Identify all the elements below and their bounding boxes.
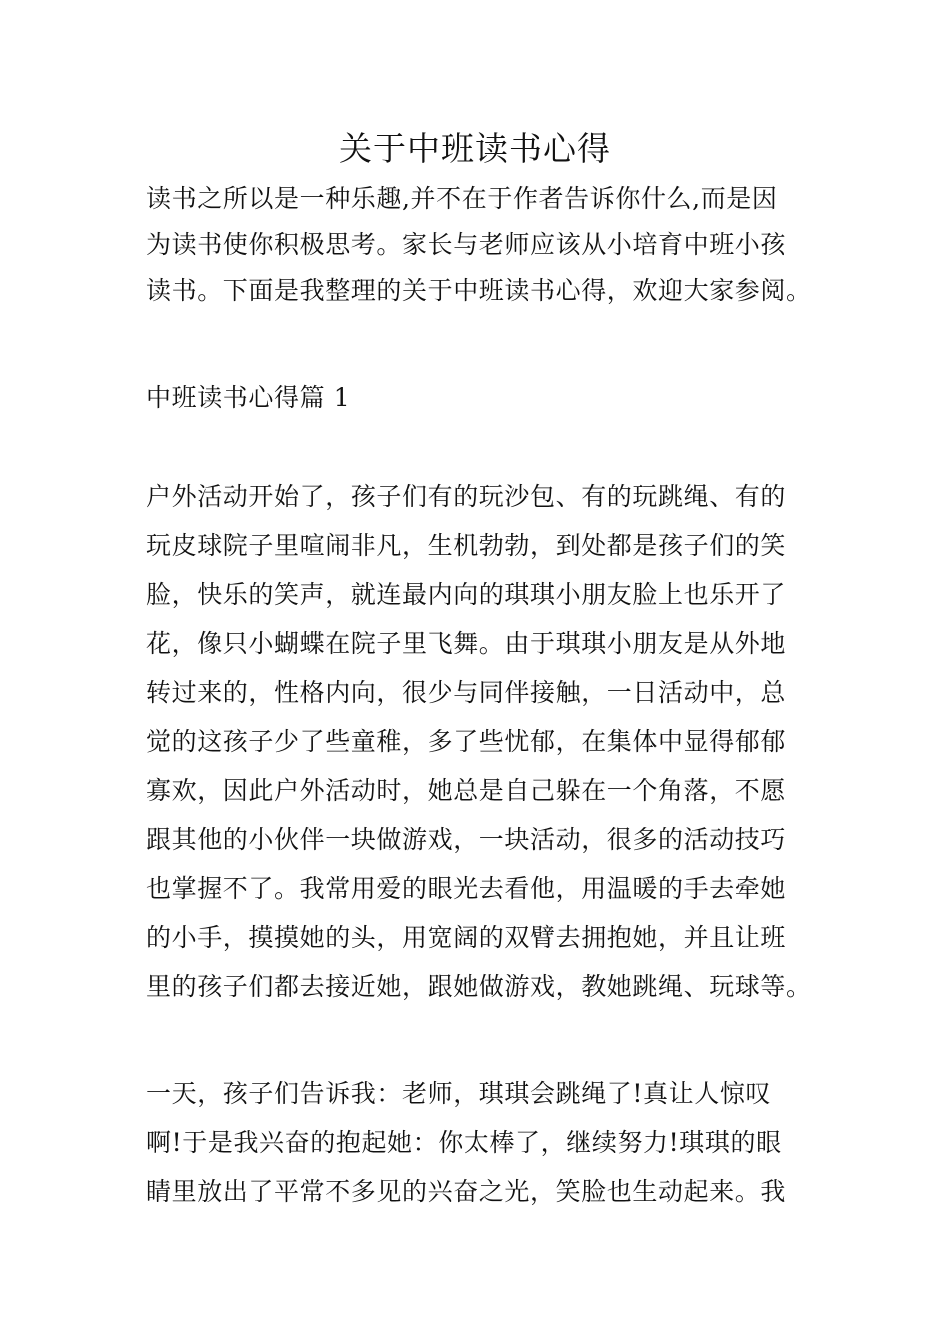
paragraph-line: 觉的这孩子少了些童稚，多了些忧郁，在集体中显得郁郁 xyxy=(146,727,787,756)
paragraph-line: 玩皮球院子里喧闹非凡，生机勃勃，到处都是孩子们的笑 xyxy=(146,531,787,560)
paragraph-line: 转过来的，性格内向，很少与同伴接触，一日活动中，总 xyxy=(146,678,787,707)
intro-line: 读书之所以是一种乐趣,并不在于作者告诉你什么,而是因 xyxy=(146,184,778,213)
paragraph-line: 户外活动开始了，孩子们有的玩沙包、有的玩跳绳、有的 xyxy=(146,482,787,511)
paragraph-line: 一天，孩子们告诉我：老师，琪琪会跳绳了!真让人惊叹 xyxy=(146,1079,772,1108)
paragraph-line: 啊!于是我兴奋的抱起她：你太棒了，继续努力!琪琪的眼 xyxy=(146,1128,782,1157)
paragraph-line: 里的孩子们都去接近她，跟她做游戏，教她跳绳、玩球等。 xyxy=(146,972,812,1001)
intro-line: 读书。下面是我整理的关于中班读书心得，欢迎大家参阅。 xyxy=(146,276,812,305)
document-title: 关于中班读书心得 xyxy=(339,129,611,168)
paragraph-line: 睛里放出了平常不多见的兴奋之光，笑脸也生动起来。我 xyxy=(146,1177,787,1206)
paragraph-line: 花，像只小蝴蝶在院子里飞舞。由于琪琪小朋友是从外地 xyxy=(146,629,787,658)
paragraph-line: 寡欢，因此户外活动时，她总是自己躲在一个角落，不愿 xyxy=(146,776,787,805)
paragraph-line: 也掌握不了。我常用爱的眼光去看他，用温暖的手去牵她 xyxy=(146,874,787,903)
paragraph-line: 跟其他的小伙伴一块做游戏，一块活动，很多的活动技巧 xyxy=(146,825,787,854)
section-heading: 中班读书心得篇 1 xyxy=(146,383,351,412)
paragraph-line: 的小手，摸摸她的头，用宽阔的双臂去拥抱她，并且让班 xyxy=(146,923,787,952)
paragraph-line: 脸，快乐的笑声，就连最内向的琪琪小朋友脸上也乐开了 xyxy=(146,580,787,609)
intro-line: 为读书使你积极思考。家长与老师应该从小培育中班小孩 xyxy=(146,230,787,259)
